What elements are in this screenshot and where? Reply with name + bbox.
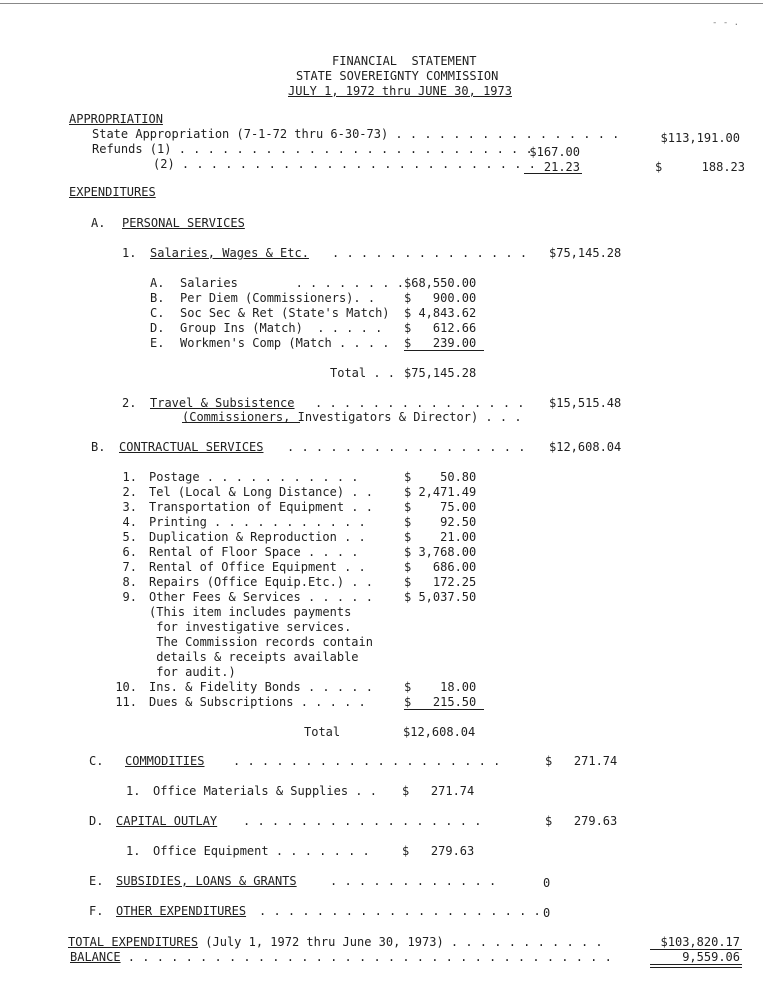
other-expenditures-dots: . . . . . . . . . . . . . . . . . . . . (259, 904, 541, 918)
section-c-letter: C. (89, 754, 104, 768)
salary-item-letter: E. (150, 336, 165, 350)
salaries-total-label: Total . . (330, 366, 396, 380)
commodities-item-amount: $ 271.74 (402, 784, 475, 798)
contract-item-label: Postage . . . . . . . . . . . (149, 470, 359, 484)
refunds-total-sign: $ (655, 160, 663, 174)
refunds-underline (524, 173, 582, 174)
capital-item-label: Office Equipment . . . . . . . (153, 844, 370, 858)
salary-item-letter: D. (150, 321, 165, 335)
contract-item-number: 5. (122, 530, 137, 544)
commodities-title: COMMODITIES (125, 754, 205, 768)
commodities-amount: $ 271.74 (545, 754, 618, 768)
travel-subtitle: (Commissioners, Investigators & Director) . . . (182, 410, 522, 424)
contract-item-amount: $ 21.00 (404, 530, 477, 544)
salary-item-label: Group Ins (Match) . . . . . (180, 321, 383, 335)
salaries-total-amount: $75,145.28 (404, 366, 477, 380)
contract-item-label: Printing . . . . . . . . . . . (149, 515, 366, 529)
contract-item-label: Rental of Floor Space . . . . (149, 545, 359, 559)
balance-double-rule-top (650, 964, 742, 965)
balance-amount: 9,559.06 (682, 950, 740, 964)
salaries-dots: . . . . . . . . . . . . . . (332, 246, 528, 260)
salary-item-label: Soc Sec & Ret (State's Match) (180, 306, 390, 320)
salary-item-amount: $ 4,843.62 (404, 306, 477, 320)
salary-item-label: Salaries . . . . . . . . (180, 276, 404, 290)
contract-item-amount: $ 215.50 (404, 695, 477, 709)
balance-dots: . . . . . . . . . . . . . . . . . . . . . . . . . . . . . . . . . . (120, 950, 612, 964)
salary-item-label: Per Diem (Commissioners). . (180, 291, 376, 305)
contract-item-label: Transportation of Equipment . . (149, 500, 373, 514)
salaries-amount: $75,145.28 (549, 246, 622, 260)
other-expenditures-amount: 0 (543, 906, 551, 920)
salaries-number: 1. (122, 246, 137, 260)
salary-item-amount: $68,550.00 (404, 276, 477, 290)
contract-item-number: 7. (122, 560, 137, 574)
section-a-letter: A. (91, 216, 106, 230)
other-expenditures-title: OTHER EXPENDITURES (116, 904, 247, 918)
contractual-amount: $12,608.04 (549, 440, 622, 454)
salary-item-letter: C. (150, 306, 165, 320)
expenditures-heading: EXPENDITURES (69, 185, 156, 199)
refunds-label: Refunds (1) . . . . . . . . . . . . . . . . . . . . . . . . . (92, 142, 533, 156)
total-expenditures-period: (July 1, 1972 thru June 30, 1973) . . . . . . . . . . . (198, 935, 603, 949)
salary-item-amount: $ 239.00 (404, 336, 477, 350)
contractual-subtotal-rule (404, 709, 484, 710)
contractual-dots: . . . . . . . . . . . . . . . . . (287, 440, 526, 454)
audit-note-line: for investigative services. (149, 620, 352, 634)
contract-item-amount: $ 18.00 (404, 680, 477, 694)
audit-note-line: (This item includes payments (149, 605, 352, 619)
contract-item-amount: $ 5,037.50 (404, 590, 477, 604)
contractual-total-label: Total (304, 725, 341, 739)
contract-item-number: 4. (122, 515, 137, 529)
refund-1-amount: $167.00 (529, 145, 580, 159)
state-appropriation-label: State Appropriation (7-1-72 thru 6-30-73) . . . . . . . . . . . . . . . . (92, 127, 620, 141)
page-top-edge (0, 3, 763, 4)
salary-item-letter: A. (150, 276, 165, 290)
audit-note-line: details & receipts available (149, 650, 359, 664)
salaries-title: Salaries, Wages & Etc. (150, 246, 309, 260)
audit-note-line: for audit.) (149, 665, 236, 679)
capital-outlay-title: CAPITAL OUTLAY (116, 814, 218, 828)
section-b-letter: B. (91, 440, 106, 454)
page-speck: - ‐ . (712, 18, 740, 28)
total-expenditures-label: TOTAL EXPENDITURES (68, 935, 199, 949)
travel-title: Travel & Subsistence (150, 396, 295, 410)
contractual-total-amount: $12,608.04 (403, 725, 476, 739)
section-d-letter: D. (89, 814, 104, 828)
capital-outlay-amount: $ 279.63 (545, 814, 618, 828)
balance-label: BALANCE (70, 950, 121, 964)
contract-item-label: Ins. & Fidelity Bonds . . . . . (149, 680, 373, 694)
contract-item-number: 3. (122, 500, 137, 514)
commission-name: STATE SOVEREIGNTY COMMISSION (296, 69, 499, 83)
contract-item-label: Duplication & Reproduction . . (149, 530, 366, 544)
statement-period: JULY 1, 1972 thru JUNE 30, 1973 (288, 84, 512, 98)
contract-item-label: Repairs (Office Equip.Etc.) . . (149, 575, 373, 589)
contract-item-label: Dues & Subscriptions . . . . . (149, 695, 366, 709)
statement-title: FINANCIAL STATEMENT (332, 54, 477, 68)
capital-outlay-dots: . . . . . . . . . . . . . . . . . (243, 814, 482, 828)
travel-dots: . . . . . . . . . . . . . . . (315, 396, 525, 410)
refund-2-label: (2) . . . . . . . . . . . . . . . . . . . . . . . . . (153, 157, 536, 171)
salary-item-amount: $ 612.66 (404, 321, 477, 335)
personal-services-title: PERSONAL SERVICES (122, 216, 245, 230)
contract-item-number: 2. (122, 485, 137, 499)
salary-item-letter: B. (150, 291, 165, 305)
appropriation-heading: APPROPRIATION (69, 112, 163, 126)
subsidies-amount: 0 (543, 876, 551, 890)
commodities-item-number: 1. (126, 784, 141, 798)
refunds-total-amount: 188.23 (701, 160, 745, 174)
contract-item-label: Rental of Office Equipment . . (149, 560, 366, 574)
section-f-letter: F. (89, 904, 104, 918)
commodities-item-label: Office Materials & Supplies . . (153, 784, 377, 798)
contract-item-label: Other Fees & Services . . . . . (149, 590, 373, 604)
contract-item-amount: $ 3,768.00 (404, 545, 477, 559)
subsidies-title: SUBSIDIES, LOANS & GRANTS (116, 874, 297, 888)
refund-2-amount: 21.23 (543, 160, 580, 174)
travel-number: 2. (122, 396, 137, 410)
contract-item-number: 6. (122, 545, 137, 559)
contract-item-number: 9. (122, 590, 137, 604)
contract-item-amount: $ 686.00 (404, 560, 477, 574)
contract-item-number: 8. (122, 575, 137, 589)
balance-double-rule-bottom (650, 967, 742, 968)
capital-item-number: 1. (126, 844, 141, 858)
total-expenditures-line (68, 935, 603, 949)
contract-item-number: 1. (122, 470, 137, 484)
salary-item-amount: $ 900.00 (404, 291, 477, 305)
commodities-dots: . . . . . . . . . . . . . . . . . . . (233, 754, 501, 768)
salary-item-label: Workmen's Comp (Match . . . . (180, 336, 390, 350)
contract-item-amount: $ 2,471.49 (404, 485, 477, 499)
contractual-services-title: CONTRACTUAL SERVICES (119, 440, 264, 454)
contract-item-amount: $ 50.80 (404, 470, 477, 484)
contract-item-number: 11. (115, 695, 137, 709)
total-expenditures-amount: $103,820.17 (660, 935, 740, 949)
contract-item-amount: $ 75.00 (404, 500, 477, 514)
subsidies-dots: . . . . . . . . . . . . (330, 874, 497, 888)
contract-item-amount: $ 172.25 (404, 575, 477, 589)
capital-item-amount: $ 279.63 (402, 844, 475, 858)
contract-item-amount: $ 92.50 (404, 515, 477, 529)
contract-item-label: Tel (Local & Long Distance) . . (149, 485, 373, 499)
state-appropriation-amount: $113,191.00 (660, 131, 740, 145)
audit-note-line: The Commission records contain (149, 635, 373, 649)
travel-amount: $15,515.48 (549, 396, 622, 410)
travel-subtitle-rule (182, 422, 300, 423)
section-e-letter: E. (89, 874, 104, 888)
contract-item-number: 10. (115, 680, 137, 694)
balance-line (70, 950, 612, 964)
salaries-subtotal-rule (404, 350, 484, 351)
